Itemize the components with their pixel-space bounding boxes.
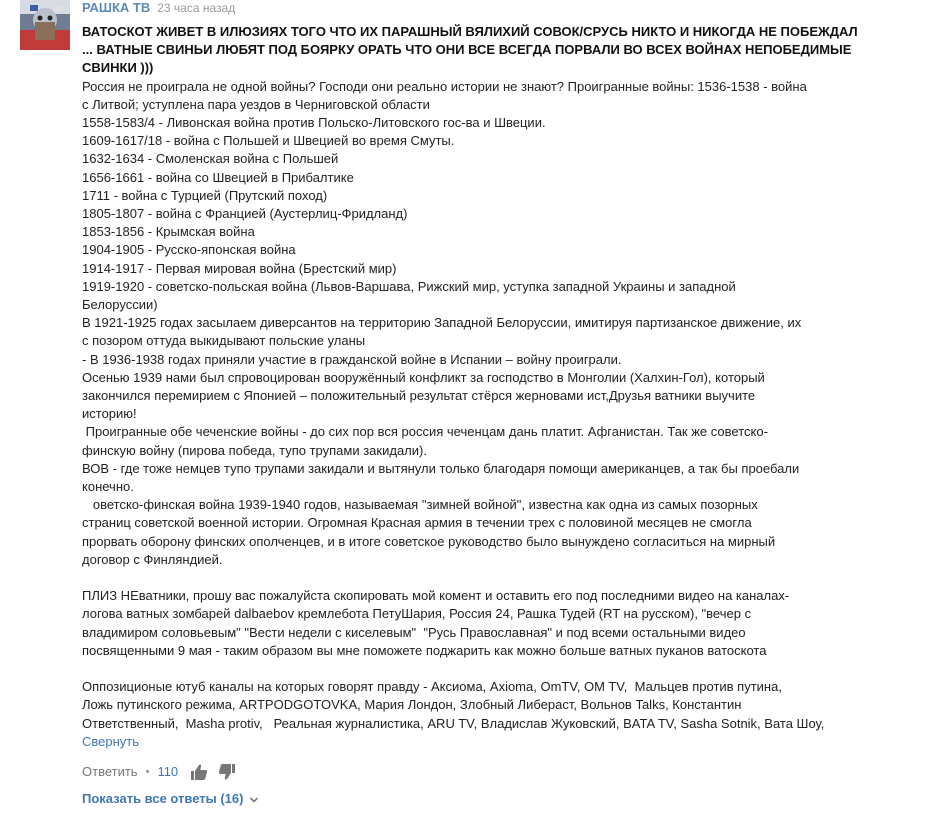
chevron-down-icon (249, 793, 259, 803)
comment-line: 1919-1920 - советско-польская война (Львов-Варшава, Рижский мир, уступка западной Украины и западной (82, 278, 736, 294)
comment-actions (82, 762, 917, 782)
comment-line: посвященными 9 мая - таким образом вы мне поможете поджарить как можно больше ватных пуканов ватоскота (82, 642, 767, 658)
comment-line: Проигранные обе чеченские войны - до сих пор вся россия чеченцам дань платит. Афганистан. Так же советско- (82, 424, 768, 440)
comment-line: 1805-1807 - война с Францией (Аустерлиц-Фридланд) (82, 206, 408, 222)
comment-line: 1558-1583/4 - Ливонская война против Польско-Литовского гос-ва и Швеции. (82, 115, 546, 131)
author-name[interactable]: РАШКА ТВ (82, 0, 151, 15)
comment-line: 1711 - война с Турцией (Прутский поход) (82, 187, 328, 203)
comment-text (82, 23, 917, 733)
comment-line: ПЛИЗ НЕватники, прошу вас пожалуйста скопировать мой комент и оставить его под последними видео на каналах- (82, 588, 790, 604)
comment-line: Ответственный, Masha protiv, Реальная журналистика, ARU TV, Владислав Жуковский, BATA TV, Sasha Sotnik, Вата Шоу, (82, 715, 825, 731)
comment-line (82, 569, 917, 587)
comment-line: логова ватных зомбарей dalbaebov кремлебота ПетуШария, Россия 24, Рашка Тудей (RT на русском), "вечер с (82, 606, 752, 622)
comment-line: Белоруссии) (82, 297, 158, 313)
show-replies-button[interactable] (82, 791, 259, 806)
comment-line: 1609-1617/18 - война с Польшей и Швецией во время Смуты. (82, 133, 455, 149)
thumbs-down-icon[interactable] (218, 763, 236, 781)
comment (20, 0, 920, 820)
comment-line: 1904-1905 - Русско-японская война (82, 242, 296, 258)
comment-line: ВАТОСКОТ ЖИВЕТ В ИЛЮЗИЯХ ТОГО ЧТО ИХ ПАРАШНЫЙ ВЯЛИХИЙ СОВОК/СРУСЬ НИКТО И НИКОГДА НЕ ПОБЕЖДАЛ (82, 24, 858, 39)
comment-line (82, 660, 917, 678)
comment-line: ... ВАТНЫЕ СВИНЬИ ЛЮБЯТ ПОД БОЯРКУ ОРАТЬ ЧТО ОНИ ВСЕ ВСЕГДА ПОРВАЛИ ВО ВСЕХ ВОЙНАХ НЕПОБЕДИМЫЕ (82, 42, 852, 58)
comment-line: - В 1936-1938 годах приняли участие в гражданской войне в Испании – войну проиграли. (82, 351, 622, 367)
avatar-image (20, 0, 70, 50)
like-count: 110 (157, 764, 179, 780)
separator-dot: • (145, 765, 150, 778)
avatar[interactable] (20, 0, 70, 50)
comment-line: прорвать оборону финских ополченцев, и в итоге советское руководство было вынуждено согласиться на мирный (82, 533, 776, 549)
comment-body (82, 0, 917, 808)
comment-line: оветско-финская война 1939-1940 годов, называемая "зимней войной", известна как одна из самых позорных (82, 497, 758, 513)
comment-line: ВОВ - где тоже немцев тупо трупами закидали и вытянули только благодаря помощи американцев, а так бы проебали (82, 460, 800, 476)
comment-line: СВИНКИ ))) (82, 60, 154, 76)
comment-line: владимиром соловьевым" "Вести недели с киселевым" "Русь Православная" и под всеми остальными видео (82, 624, 746, 640)
comment-line: договор с Финляндией. (82, 551, 223, 567)
comment-line: с Литвой; уступлена пара уездов в Черниговской области (82, 96, 430, 112)
comment-line: В 1921-1925 годах засылаем диверсантов на территорию Западной Белоруссии, имитируя партизанское движение, их (82, 315, 802, 331)
comment-line: 1632-1634 - Смоленская война с Польшей (82, 151, 339, 167)
comment-line: 1656-1661 - война со Швецией в Прибалтике (82, 169, 354, 185)
comment-line: Россия не проиграла не одной войны? Господи они реально истории не знают? Проигранные войны: 1536-1538 - война (82, 78, 807, 94)
thumbs-up-icon[interactable] (190, 763, 208, 781)
comment-line: финскую войну (пирова победа, тупо трупами закидали). (82, 442, 427, 458)
comment-line: с позором оттуда выкидывают польские уланы (82, 333, 366, 349)
show-replies-label: Показать все ответы (16) (82, 790, 244, 806)
comment-timestamp[interactable]: 23 часа назад (157, 1, 236, 15)
reply-button[interactable]: Ответить (82, 764, 138, 780)
comment-line: закончился перемирием с Японией – положительный результат стёрся жерновами ист,Друзья ватники выучите (82, 388, 756, 404)
comment-line: Ложь путинского режима, ARTPODGOTOVKA, Мария Лондон, Злобный Либераст, Вольнов Talks, Константин (82, 697, 742, 713)
comment-line: Оппозиционые ютуб каналы на которых говорят правду - Аксиома, Axioma, OmTV, OM TV, Мальцев против путина, (82, 679, 782, 695)
comment-line: Осенью 1939 нами был спровоцирован вооружённый конфликт за господство в Монголии (Халхин-Гол), который (82, 369, 765, 385)
comment-line: 1853-1856 - Крымская война (82, 224, 255, 240)
comment-header (82, 0, 917, 20)
comment-line: историю! (82, 406, 137, 422)
comment-line: страниц советской военной истории. Огромная Красная армия в течении трех с половиной месяцев не смогла (82, 515, 752, 531)
comment-line: 1914-1917 - Первая мировая война (Брестский мир) (82, 260, 397, 276)
collapse-link[interactable]: Свернуть (82, 733, 140, 749)
comment-line: конечно. (82, 479, 134, 495)
